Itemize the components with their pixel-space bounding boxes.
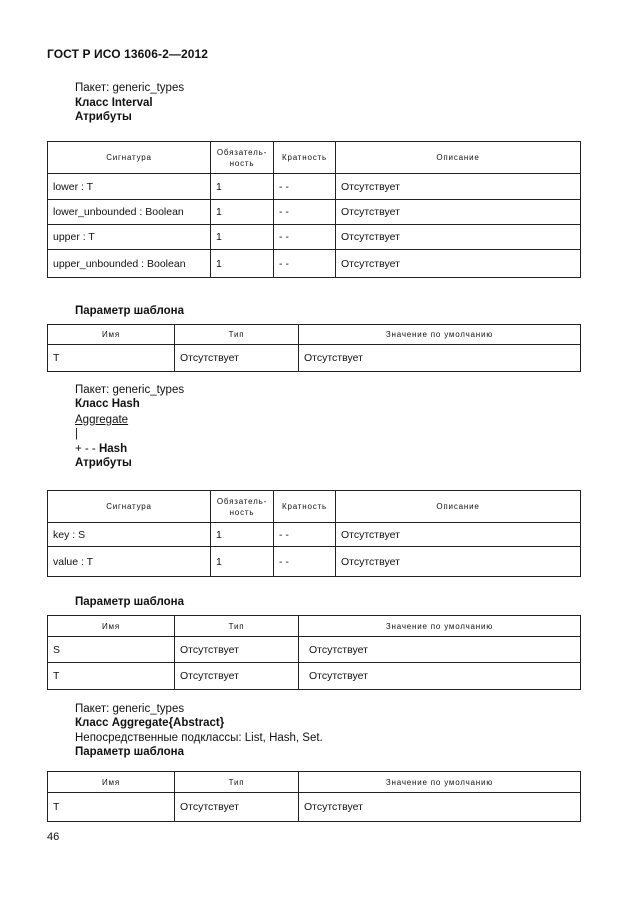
table-row: [48, 547, 581, 577]
table-cell: 1: [211, 200, 274, 225]
table-header-row: [48, 142, 581, 174]
page-number: 46: [47, 831, 60, 843]
table-cell: - -: [274, 250, 336, 278]
column-header: Описание: [336, 142, 581, 174]
table-cell: upper : T: [48, 225, 211, 250]
template-heading: Параметр шаблона: [75, 746, 185, 758]
column-header: Кратность: [274, 142, 336, 174]
table-cell: 1: [211, 523, 274, 547]
template-heading: Параметр шаблона: [75, 305, 185, 317]
table-cell: lower_unbounded : Boolean: [48, 200, 211, 225]
column-header: Имя: [48, 325, 175, 345]
column-header: Имя: [48, 616, 175, 637]
table-cell: - -: [274, 200, 336, 225]
table-cell: - -: [274, 174, 336, 200]
package-label: Пакет: generic_types: [75, 384, 185, 396]
table-row: [48, 793, 581, 822]
column-header: Значение по умолчанию: [299, 772, 581, 793]
subclasses-text: Непосредственные подклассы: List, Hash, Set.: [75, 732, 323, 744]
table-cell: S: [48, 637, 175, 663]
table-cell: Отсутствует: [299, 345, 581, 372]
table-cell: 1: [211, 547, 274, 577]
table-row: [48, 637, 581, 663]
table-cell: Отсутствует: [336, 174, 581, 200]
class-title: Класс Interval: [75, 97, 153, 109]
column-header: Имя: [48, 772, 175, 793]
table-row: [48, 174, 581, 200]
column-header: Обязатель- ность: [211, 491, 274, 523]
column-header: Тип: [175, 325, 299, 345]
table-cell: Отсутствует: [336, 547, 581, 577]
inheritance-bar: |: [75, 428, 78, 440]
table-header-row: [48, 616, 581, 637]
table-cell: Отсутствует: [299, 793, 581, 822]
table-cell: T: [48, 663, 175, 690]
table-row: [48, 345, 581, 372]
table-header-row: [48, 491, 581, 523]
table-cell: Отсутствует: [175, 663, 299, 690]
table-cell: - -: [274, 547, 336, 577]
table-cell: key : S: [48, 523, 211, 547]
table-cell: - -: [274, 523, 336, 547]
table-row: [48, 523, 581, 547]
column-header: Сигнатура: [48, 142, 211, 174]
column-header: Тип: [175, 772, 299, 793]
column-header: Кратность: [274, 491, 336, 523]
document-header: ГОСТ Р ИСО 13606-2—2012: [47, 47, 209, 61]
column-header: Описание: [336, 491, 581, 523]
table-cell: - -: [274, 225, 336, 250]
inheritance-prefix: + - -: [75, 443, 99, 455]
table-cell: Отсутствует: [336, 250, 581, 278]
table-header-row: [48, 772, 581, 793]
parent-class-link[interactable]: Aggregate: [75, 414, 129, 426]
column-header: Тип: [175, 616, 299, 637]
table-cell: Отсутствует: [336, 523, 581, 547]
table-cell: upper_unbounded : Boolean: [48, 250, 211, 278]
table-cell: Отсутствует: [175, 793, 299, 822]
table-row: [48, 250, 581, 278]
table-cell: lower : T: [48, 174, 211, 200]
template-heading: Параметр шаблона: [75, 596, 185, 608]
class-title: Класс Aggregate{Abstract}: [75, 717, 225, 729]
attributes-heading: Атрибуты: [75, 111, 132, 123]
table-cell: 1: [211, 225, 274, 250]
column-header: Обязатель- ность: [211, 142, 274, 174]
table-cell: 1: [211, 174, 274, 200]
table-cell: Отсутствует: [336, 200, 581, 225]
table-row: [48, 225, 581, 250]
package-label: Пакет: generic_types: [75, 82, 185, 94]
table-cell: Отсутствует: [299, 663, 581, 690]
attributes-table-interval: [47, 141, 581, 278]
table-cell: Отсутствует: [336, 225, 581, 250]
inheritance-child: Hash: [98, 443, 128, 455]
table-cell: T: [48, 793, 175, 822]
column-header: Сигнатура: [48, 491, 211, 523]
table-cell: Отсутствует: [175, 345, 299, 372]
attributes-table-hash: [47, 490, 581, 577]
table-cell: value : T: [48, 547, 211, 577]
table-cell: T: [48, 345, 175, 372]
inheritance-node: [75, 442, 127, 456]
table-row: [48, 200, 581, 225]
column-header: Значение по умолчанию: [299, 325, 581, 345]
template-table-interval: [47, 324, 581, 372]
table-cell: Отсутствует: [299, 637, 581, 663]
attributes-heading: Атрибуты: [75, 457, 132, 469]
table-cell: 1: [211, 250, 274, 278]
table-cell: Отсутствует: [175, 637, 299, 663]
table-row: [48, 663, 581, 690]
table-header-row: [48, 325, 581, 345]
column-header: Значение по умолчанию: [299, 616, 581, 637]
package-label: Пакет: generic_types: [75, 703, 185, 715]
template-table-aggregate: [47, 771, 581, 822]
template-table-hash: [47, 615, 581, 690]
class-title: Класс Hash: [75, 398, 140, 410]
